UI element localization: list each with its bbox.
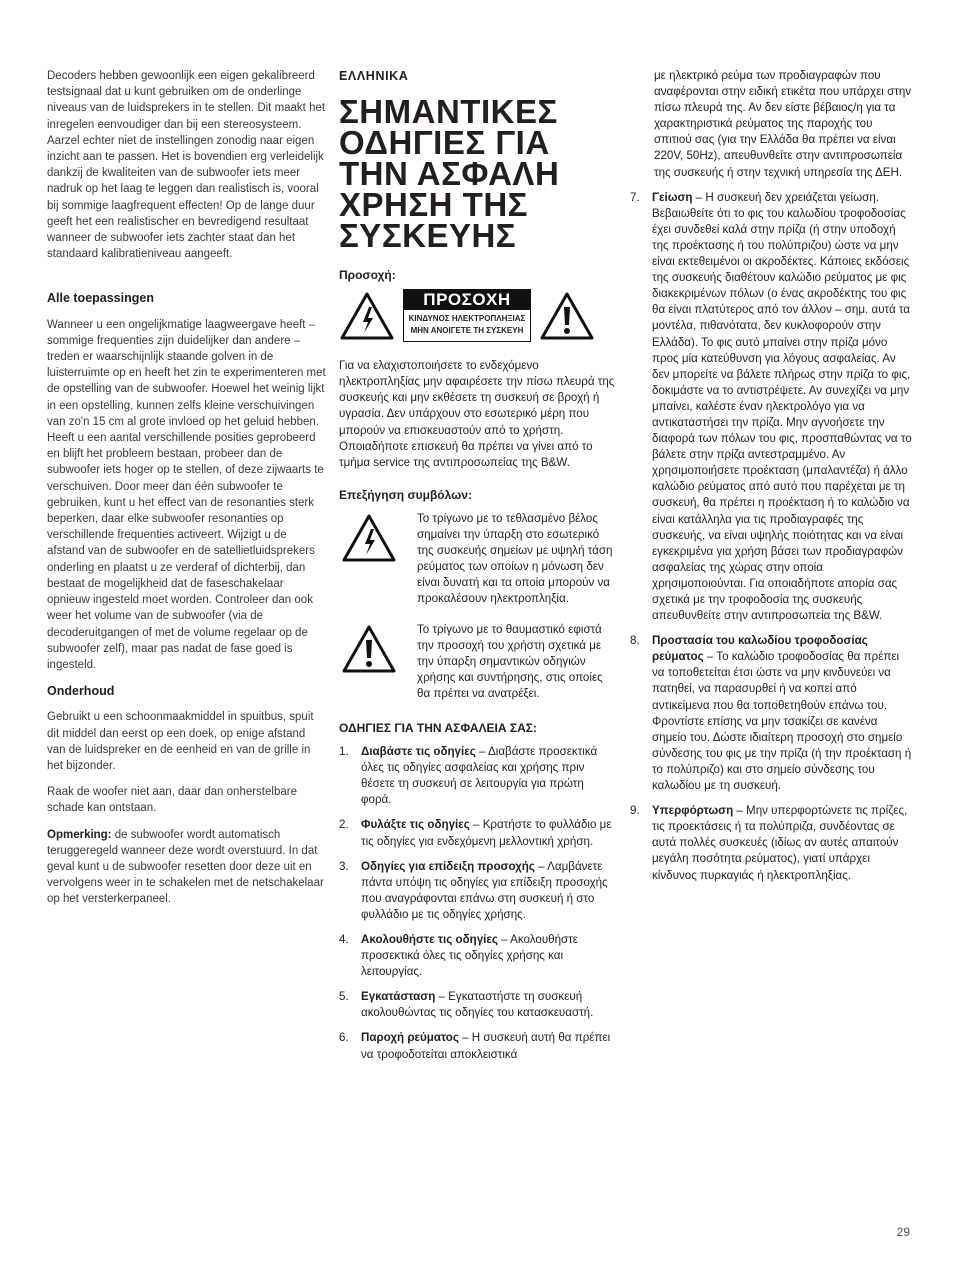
- list-item: 6. Παροχή ρεύματος – Η συσκευή αυτή θα πρέπει να τροφοδοτείται αποκλειστικά: [339, 1031, 611, 1061]
- list-item: 2. Φυλάξτε τις οδηγίες – Κρατήστε το φυλλάδιο με τις οδηγίες για ενδεχόμενη μελλοντική χρήση.: [339, 818, 612, 848]
- list-item: 7. Γείωση – Η συσκευή δεν χρειάζεται γείωση. Βεβαιωθείτε ότι το φις του καλωδίου τροφοδοσίας έχει συνδεθεί καλά στην πρίζα (ή στην υποδοχή της προέκτασης ή του πολύπριζου) ώστε να μην είναι εκτεθειμένοι οι ακροδέκτες. Κάποιες εκδόσεις της συσκευής διαθέτουν καλώδιο ρεύματος με φις διακεκριμένων πόλων (ο ένας ακροδέκτης του φις θα είναι πλατύτερος από τον άλλον – σημ. αυτά τα μοντέλα, πιθανότατα, δεν κυκλοφορούν στην Ελλάδα). Το φις αυτό μπαίνει στην πρίζα μόνο προς μία κατεύθυνση για λόγους ασφαλείας. Αν δεν μπορείτε να βάλετε πλήρως στην πρίζα το φις, δοκιμάστε να το αντιστρέψετε. Αν συνεχίζει να μην μπαίνει, καλέστε έναν ηλεκτρολόγο για να αντικαταστήσει την πρίζα. Μην αγνοήσετε την διαφορά των πόλων του φις, προσπαθώντας να το βάλετε στην πρίζα αντεστραμμένο. Αν χρησιμοποιήσετε προέκταση (μπαλαντέζα) ή άλλο καλώδιο ρεύματος από αυτό που παρέχεται με τη συσκευή, θα πρέπει η προέκταση ή το καλώδιο να είναι κατάλληλα για τις προδιαγραφές της συσκευής, να είναι υψηλής ποιότητας και να είναι εγκεκριμένα για χρήση βάσει των προδιαγραφών ασφαλείας της χώρας στην οποία χρησιμοποιούνται. Για οποιαδήποτε απορία σας σχετικά με την τροφοδοσία της συσκευής απευθυνθείτε στην αντιπροσωπεία της B&W.: [630, 190, 912, 623]
- column-greek-1: [339, 68, 617, 1072]
- list-item: 1. Διαβάστε τις οδηγίες – Διαβάστε προσεκτικά όλες τις οδηγίες ασφαλείας και χρήσης πριν θέσετε τη συσκευή σε λειτουργία για πρώτη φορά.: [339, 745, 598, 807]
- symbols-label: Επεξήγηση συμβόλων:: [339, 487, 472, 502]
- list-item: 9. Υπερφόρτωση – Μην υπερφορτώνετε τις πρίζες, τις προεκτάσεις ή τα πολύπριζα, συνδέοντας σε αυτά πολλές συσκευές (ιδίως αν αυτές απαιτούν μεγάλη ποσότητα ρεύματος), γιατί υπάρχει κίνδυνος πυρκαγιάς ή ηλεκτροπληξίας.: [630, 804, 908, 882]
- note-text: de subwoofer wordt automatisch teruggeregeld wanneer deze wordt overstuurd. In dat geval kunt u de subwoofer resetten door deze uit en vervolgens weer in te schakelen met de netschakelaar op het versterkerpaneel.: [47, 828, 324, 906]
- note-paragraph: [47, 827, 327, 908]
- column-greek-2: [630, 68, 912, 893]
- lightning-warning-icon: [341, 513, 397, 563]
- caution-box-line-1: ΚΙΝΔΥΝΟΣ ΗΛΕΚΤΡΟΠΛΗΞΙΑΣ: [408, 314, 526, 324]
- intro-paragraph: Decoders hebben gewoonlijk een eigen gekalibreerd testsignaal dat u kunt gebruiken om de onderlinge niveaus van de luidsprekers in te stellen. Dit maakt het inregelen eenvoudiger dan bij een stereosysteem. Aarzel echter niet de instellingen zonodig naar eigen inzicht aan te passen. Het is bovendien erg verleidelijk dankzij de kwaliteiten van de subwoofer iets meer nadruk op het laag te leggen dan realistisch is, vooral bij sommige laagfrequent effecten! Op de lange duur geeft het een realistischer en bevredigend resultaat wanneer de subwoofer iets zachter staat dan het standaard kalibratieniveau aangeeft.: [47, 70, 326, 261]
- list-item: 8. Προστασία του καλωδίου τροφοδοσίας ρεύματος – Το καλώδιο τροφοδοσίας θα πρέπει να τοποθετείται έτσι ώστε να μην κινδυνεύει να πατηθεί, να παρασυρθεί ή να κοπεί από αντικείμενα που θα τοποθετηθούν επάνω του. Φροντίστε επίσης να μην τσακίζει σε κανένα σημείο του. Δώστε ιδιαίτερη προσοχή στο σημείο σύνδεσης του φις με την πρίζα (ή την προέκταση ή το πολύπριζο) και στο σημείο σύνδεσης του καλωδίου με τη συσκευή.: [630, 634, 912, 793]
- instructions-list-1: [339, 744, 617, 1063]
- list-item: 5. Εγκατάσταση – Εγκαταστήστε τη συσκευή ακολουθώντας τις οδηγίες του κατασκευαστή.: [339, 990, 594, 1020]
- symbol-row-exclamation: [339, 622, 617, 702]
- maintenance-paragraph-2: Raak de woofer niet aan, daar dan onherstelbare schade kan ontstaan.: [47, 786, 297, 815]
- exclamation-warning-icon: [341, 624, 397, 674]
- caution-paragraph: Για να ελαχιστοποιήσετε το ενδεχόμενο ηλεκτροπληξίας μην αφαιρέσετε την πίσω πλευρά της συσκευής και μην εκθέσετε τη συσκευή σε βροχή ή υγρασία. Δεν υπάρχουν στο εσωτερικό μέρη που μπορούν να επισκευαστούν από το χρήστη. Οποιαδήποτε επισκευή θα πρέπει να γίνει από το τμήμα service της αντιπροσωπείας της B&W.: [339, 359, 615, 469]
- heading-all-applications: Alle toepassingen: [47, 291, 154, 306]
- list-item: 4. Ακολουθήστε τις οδηγίες – Ακολουθήστε προσεκτικά όλες τις οδηγίες χρήσης και λειτουργίας.: [339, 933, 578, 979]
- exclamation-warning-icon: [539, 291, 595, 341]
- instructions-list-2: [630, 190, 912, 884]
- symbol-lightning-text: Το τρίγωνο με το τεθλασμένο βέλος σημαίνει την ύπαρξη στο εσωτερικό της συσκευής σημείων με υψηλή τάση ρεύματος των οποίων η μόνωση δεν είναι δυνατή και τα οποία μπορούν να προκαλέσουν ηλεκτροπληξία.: [417, 511, 613, 606]
- all-applications-paragraph: Wanneer u een ongelijkmatige laagweergave heeft – sommige frequenties zijn duidelijker dan andere – treden er waarschijnlijk staande golven in de luisterruimte op en heeft het zin te experimenteren met de opstelling van de subwoofer. Hoewel het weinig lijkt in een opstelling, kunnen zelfs kleine verschuivingen van zo'n 15 cm al grote invloed op het geluid hebben. Heeft u een aantal verschillende posities geprobeerd en blijft het probleem bestaan, probeer dan de subwoofer iets hoger op te stellen, of deze zijwaarts te verschuiven. Door meer dan één subwoofer te gebruiken, kunt u het effect van de resonanties sterk beperken, daar elke subwoofer resonanties op verschillende frequenties activeert. Wijzigt u de afstand van de subwoofer en de satellietluidsprekers onderling en plaatst u ze verderaf of dichterbij, dan bestaat de mogelijkheid dat de faseschakelaar opnieuw ingesteld moet worden. Controleer dan ook weer het volume van de subwoofer (via de decoderuitgangen of met de volume regelaar op de subwoofer zelf), maar pas nadat de fase goed is ingesteld.: [47, 318, 326, 671]
- caution-box: [403, 289, 531, 342]
- language-label: ΕΛΛΗΝΙΚΑ: [339, 69, 409, 83]
- caution-box-text: [404, 310, 530, 341]
- column-dutch: [47, 68, 327, 918]
- item-6-continuation: με ηλεκτρικό ρεύμα των προδιαγραφών που αναφέρονται στην ειδική ετικέτα που υπάρχει στην πίσω πλευρά της. Αν δεν είστε βέβαιος/η για τα χαρακτηριστικά ρεύματος της παροχής του σπιτιού σας (για την Ελλάδα θα πρέπει να είναι 220V, 50Hz), απευθυνθείτε στην αντιπροσωπεία της συσκευής ή στην τεχνική υπηρεσία της ΔΕΗ.: [654, 69, 912, 179]
- list-item: 3. Οδηγίες για επίδειξη προσοχής – Λαμβάνετε πάντα υπόψη τις οδηγίες για επίδειξη προσοχής που αναγράφονται επάνω στη συσκευή ή στο φυλλάδιο με τις οδηγίες χρήσης.: [339, 859, 608, 921]
- symbol-exclamation-text: Το τρίγωνο με το θαυμαστικό εφιστά την προσοχή του χρήστη σχετικά με την ύπαρξη σημαντικών οδηγιών χρήσης και συντήρησης, στις οποίες θα πρέπει να ανατρέξει.: [417, 622, 603, 700]
- lightning-warning-icon: [339, 291, 395, 341]
- page-number: 29: [896, 1225, 910, 1239]
- symbol-row-lightning: [339, 511, 617, 608]
- note-label: Opmerking:: [47, 828, 112, 841]
- caution-label: Προσοχή:: [339, 268, 396, 283]
- heading-maintenance: Onderhoud: [47, 684, 115, 699]
- caution-graphic: [339, 289, 595, 342]
- caution-box-line-2: ΜΗΝ ΑΝΟΙΓΕΤΕ ΤΗ ΣΥΣΚΕΥΗ: [410, 326, 524, 336]
- page-title: ΣΗΜΑΝΤΙΚΕΣ ΟΔΗΓΙΕΣ ΓΙΑ ΤΗΝ ΑΣΦΑΛΗ ΧΡΗΣΗ ΤΗΣ ΣΥΣΚΕΥΗΣ: [339, 93, 560, 255]
- caution-box-title: ΠΡΟΣΟΧΗ: [404, 290, 530, 310]
- maintenance-paragraph-1: Gebruikt u een schoonmaakmiddel in spuitbus, spuit dit middel dan eerst op een doek, op enige afstand van de luidspreker en de eenheid en van de grille in het bijzonder.: [47, 711, 314, 772]
- instructions-heading: ΟΔΗΓΙΕΣ ΓΙΑ ΤΗΝ ΑΣΦΑΛΕΙΑ ΣΑΣ:: [339, 720, 537, 735]
